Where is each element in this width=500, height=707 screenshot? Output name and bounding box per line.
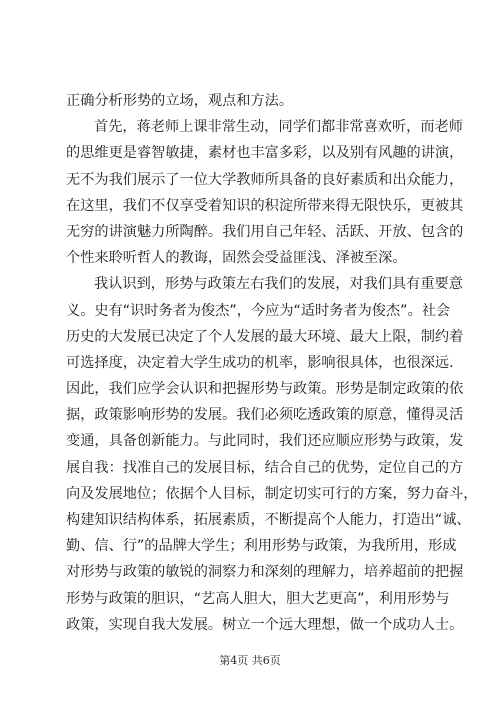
text-line: 变通，具备创新能力。与此同时，我们还应顺应形势与政策，发	[66, 433, 464, 450]
text-line: 历史的大发展已决定了个人发展的最大环境、最大上限，制约着	[66, 328, 464, 345]
text-line: 对形势与政策的敏锐的洞察力和深刻的理解力，培养超前的把握	[66, 564, 464, 581]
text-line: 可选择度，决定着大学生成功的机率，影响很具体，也很深远.	[66, 354, 454, 371]
body-text	[66, 88, 478, 638]
page-footer: 第4页 共6页	[219, 654, 281, 667]
text-line: 政策，实现自我大发展。树立一个远大理想，做一个成功人士。	[66, 616, 464, 633]
text-line: 的思维更是睿智敏捷，素材也丰富多彩，以及别有风趣的讲演，	[66, 145, 464, 162]
text-line: 向及发展地位；依据个人目标，制定切实可行的方案，努力奋斗，	[66, 485, 478, 502]
text-line: 据，政策影响形势的发展。我们必须吃透政策的原意，懂得灵活	[66, 407, 464, 424]
paragraph-first-line: 我认识到，形势与政策左右我们的发展，对我们具有重要意	[94, 276, 463, 293]
text-line: 个性来聆听哲人的教诲，固然会受益匪浅、泽被至深。	[66, 250, 407, 267]
text-line: 展自我：找准自己的发展目标，结合自己的优势，定位自己的方	[66, 459, 464, 476]
text-line: 义。史有“识时务者为俊杰”，今应为“适时务者为俊杰”。社会	[66, 302, 451, 319]
paragraph-first-line: 首先，蒋老师上课非常生动，同学们都非常喜欢听，而老师	[94, 119, 463, 136]
text-line: 形势与政策的胆识，“艺高人胆大，胆大艺更高”，利用形势与	[66, 590, 450, 607]
text-line: 在这里，我们不仅享受着知识的积淀所带来得无限快乐，更被其	[66, 197, 464, 214]
text-line: 正确分析形势的立场，观点和方法。	[66, 93, 294, 109]
text-line: 无穷的讲演魅力所陶醉。我们用自己年轻、活跃、开放、包含的	[66, 223, 464, 240]
text-line: 因此，我们应学会认识和把握形势与政策。形势是制定政策的依	[66, 381, 464, 398]
text-line: 构建知识结构体系，拓展素质，不断提高个人能力，打造出“诚、	[66, 512, 471, 528]
text-line: 无不为我们展示了一位大学教师所具备的良好素质和出众能力，	[66, 171, 464, 188]
text-line: 勤、信、行”的品牌大学生；利用形势与政策，为我所用，形成	[66, 538, 457, 555]
